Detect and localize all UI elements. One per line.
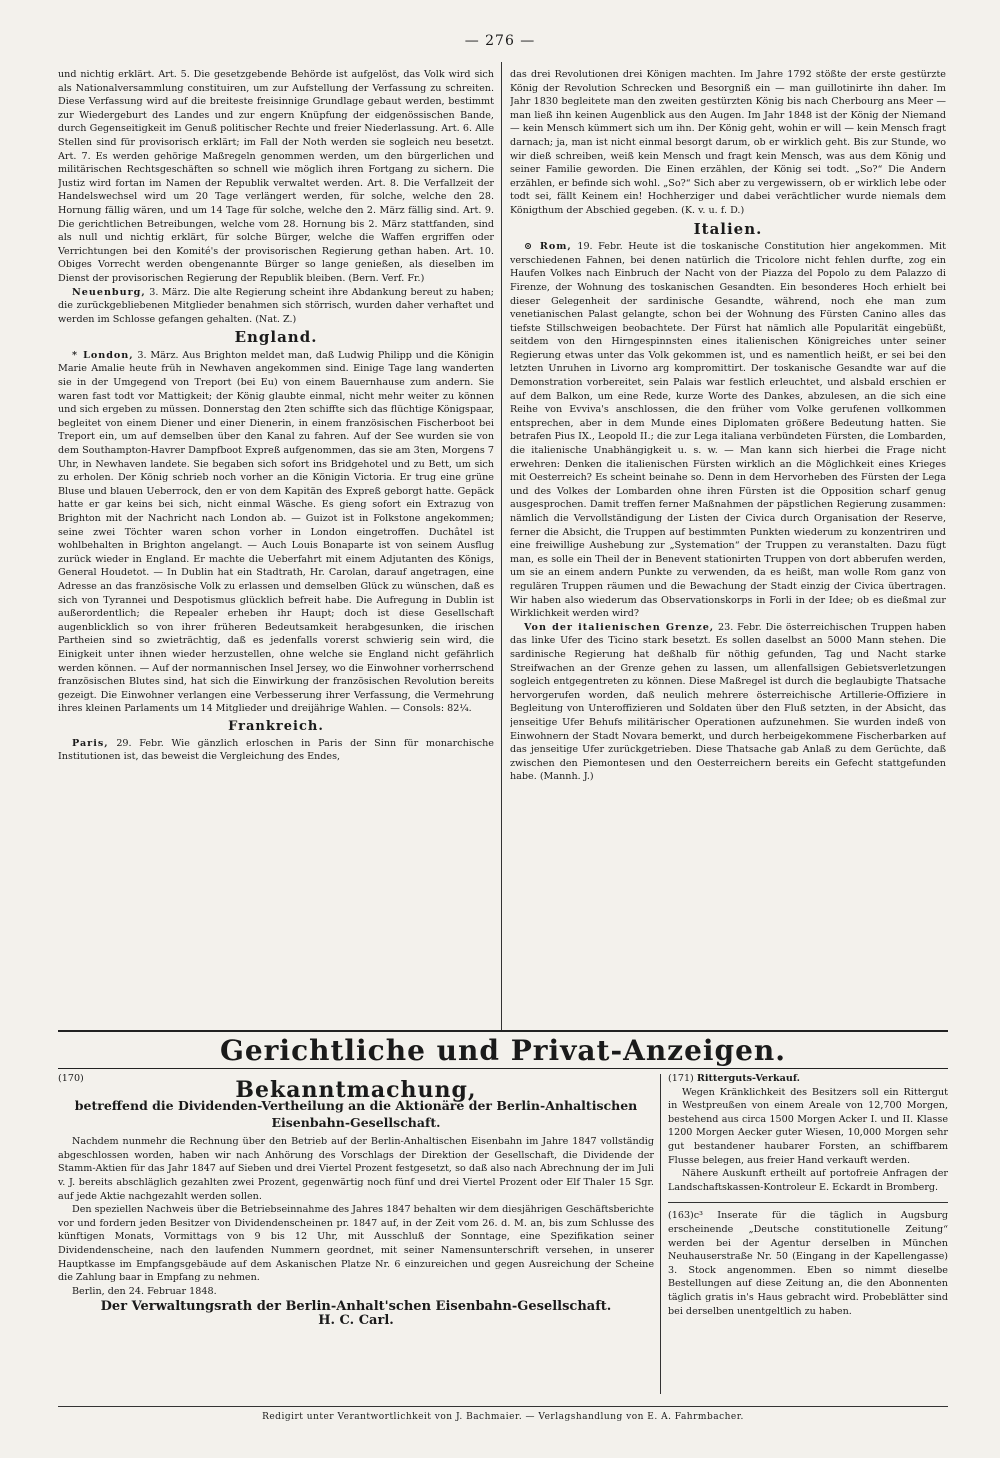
ad-number: (171) (668, 1073, 694, 1084)
ad-divider (668, 1202, 948, 1203)
article-text: 19. Febr. Heute ist die toskanische Constitution hier angekommen. Mit verschiedenen Fahnen, bei denen natürlich die Tricolore nicht fehlen durfte, zog ein Haufen Volkes nach Einbruch der Nacht von der Piazza del Popolo zu dem Palazzo di Firenze, der Wohnung des toskanischen Gesandten. Ein besonderes Hoch erhielt bei dieser Gelegenheit der sardinische Gesandte, während, noch ehe man zum venetianischen Palast gelangte, schon bei der Wohnung des Fürsten Canino alles das tiefste Stillschweigen beobachtete. Der Fürst hat nämlich alle Popularität eingebüßt, seitdem von den Hirngespinnsten eines italienischen Königreiches unter seiner Regierung etwas unter das Volk gekommen ist, und es namentlich heißt, er sei bei den letzten Unruhen in Livorno arg kompromittirt. Der toskanische Gesandte war auf die Demonstration vorbereitet, sein Palais war festlich erleuchtet, und alsbald erschien er auf dem Balkon, um eine Rede, kurze Worte des Dankes, abzulesen, an die sich eine Reihe von Evviva's anschlossen, die den früher vom Volke gerufenen vollkommen entsprechen, aber in dem Munde eines Diplomaten größere Bedeutung hatten. Sie betrafen Pius IX., Leopold II.; die zur Lega italiana verbündeten Fürsten, die Lombarden, die italienische Unabhängigkeit u. s. w. — Man kann sich hierbei die Frage nicht erwehren: Denken die italienischen Fürsten wirklich an die Möglichkeit eines Krieges mit Oesterreich? Es scheint beinahe so. Denn in dem Hervorheben des Fürsten der Lega und des Volkes der Lombarden ohne ihren Fürsten ist die Opposition scharf genug ausgesprochen. Damit treffen ferner Maßnahmen der päpstlichen Regierung zusammen: nämlich die Vervollständigung der Listen der Civica durch Organisation der Reserve, ferner die Absicht, die Truppen auf bestimmten Punkten wiederum zu konzentriren und eine freiwillige Aushebung zur „Systemation“ der Truppen zu veranstalten. Dazu fügt man, es solle ein Theil der in Benevent stationirten Truppen von dort abberufen werden, um sie an einem andern Punkte zu verwenden, da es heißt, man wolle Rom ganz von regulären Truppen räumen und die Bewachung der Stadt einzig der Civica übertragen. Wir haben also wiederum das Observationskorps in Forli in der Idee; ob es dießmal zur Wirklichkeit werden wird? (510, 241, 946, 620)
section-divider (58, 1030, 948, 1032)
column-divider (501, 62, 502, 1030)
dateline-place: * London, (72, 349, 134, 361)
article-bern-continuation: und nichtig erklärt. Art. 5. Die gesetzgebende Behörde ist aufgelöst, das Volk wird sich als Nationalversammlung constituiren, um zur Aufstellung der Verfassung zu schreiten. Diese Verfassung wird auf die breiteste freisinnige Grundlage gebaut werden, bestimmt zur Wiedergeburt des Landes und zur engern Knüpfung der eidgenössischen Bande, durch Gegenseitigkeit im Genuß politischer Rechte und freier Niederlassung. Art. 6. Alle Stellen sind für provisorisch erklärt; im Fall der Noth werden sie sogleich neu besetzt. Art. 7. Es werden gehörige Maßregeln genommen werden, um den bürgerlichen und militärischen Rechtsgeschäften so schnell wie möglich ihren Fortgang zu sichern. Die Justiz wird fortan im Namen der Republik verwaltet werden. Art. 8. Die Verfallzeit der Handelswechsel wird um 20 Tage verlängert werden, für solche, welche den 28. Hornung fällig wären, und um 14 Tage für solche, welche den 2. März fällig sind. Art. 9. Die gerichtlichen Betreibungen, welche vom 28. Hornung bis 2. März stattfanden, sind als null und nichtig erklärt, für solche Bürger, welche die Waffen ergriffen oder Verrichtungen bei den Komité's der provisorischen Regierung gethan haben. Art. 10. Obiges Vorrecht werden obengenannte Bürger so lange genießen, als dieselben im Dienst der provisorischen Regierung der Republik bleiben. (Bern. Verf. Fr.) (58, 69, 494, 284)
ad-signer: H. C. Carl. (318, 1312, 394, 1328)
ads-right-column (668, 1072, 948, 1392)
ad-paragraph: Nähere Auskunft ertheilt auf portofreie Anfragen der Landschaftskassen-Kontroleur E. Eckardt in Bromberg. (668, 1168, 948, 1193)
ad-170 (58, 1072, 654, 1392)
ad-paragraph: Nachdem nunmehr die Rechnung über den Betrieb auf der Berlin-Anhaltischen Eisenbahn im Jahre 1847 vollständig abgeschlossen worden, haben wir nach Anhörung des Vorschlags der Direktion der Gesellschaft, die Dividende der Stamm-Aktien für das Jahr 1847 auf Sieben und drei Viertel Prozent festgesetzt, so daß also nach Abrechnung der im Juli v. J. bereits abschläglich gezahlten zwei Prozent, gegenwärtig noch fünf und drei Viertel Prozent oder Elf Thaler 15 Sgr. auf jede Aktie nachgezahlt werden sollen. (58, 1136, 654, 1202)
article-text: 3. März. Aus Brighton meldet man, daß Ludwig Philipp und die Königin Marie Amalie heute früh in Newhaven angekommen sind. Einige Tage lang wanderten sie in der Umgegend von Treport (bei Eu) von einem Bauernhause zum andern. Sie waren fast todt vor Mattigkeit; der König glaubte einmal, nicht mehr weiter zu können und sich ergeben zu müssen. Donnerstag den 2ten schiffte sich das flüchtige Königspaar, begleitet von einem Diener und einer Dienerin, in einem französischen Fischerboot bei Treport ein, um auf demselben über den Kanal zu fahren. Auf der See wurden sie von dem Southampton-Havrer Dampfboot Expreß aufgenommen, das sie am 3ten, Morgens 7 Uhr, in Newhaven landete. Sie begaben sich sofort ins Bridgehotel und zu Bett, um sich zu erholen. Der König schrieb noch vorher an die Königin Victoria. Er trug eine grüne Bluse und blauen Ueberrock, den er von dem Kapitän des Expreß geborgt hatte. Gepäck hatte er gar keins bei sich, nicht einmal Wäsche. Es gieng sofort ein Extrazug von Brighton mit der Nachricht nach London ab. — Guizot ist in Folkstone angekommen; seine zwei Töchter waren schon vorher in London eingetroffen. Duchâtel ist wohlbehalten in Brighton angelangt. — Auch Louis Bonaparte ist von seinem Ausflug zurück wieder in England. Er machte die Ueberfahrt mit einem Adjutanten des Königs, General Houdetot. — In Dublin hat ein Stadtrath, Hr. Carolan, darauf angetragen, eine Adresse an das französische Volk zu erlassen und demselben Glück zu wünschen, daß es sich von Tyrannei und Despotismus glücklich befreit habe. Die Aufregung in Dublin ist außerordentlich; die Repealer erheben ihr Haupt; doch ist diese Gesellschaft augenblicklich so von ihrer früheren Bedeutsamkeit herabgesunken, die irischen Partheien sind so zwieträchtig, daß es jedenfalls vorerst schwierig sein wird, die Einigkeit unter ihnen wieder herzustellen, ohne welche sie England nicht gefährlich werden können. — Auf der normannischen Insel Jersey, wo die Einwohner vorherrschend französischen Blutes sind, hat sich die Einwirkung der französischen Revolution bereits gezeigt. Die Einwohner verlangen eine Verbesserung ihrer Verfassung, die Vermehrung ihres kleinen Parlaments um 14 Mitglieder und dreijährige Wahlen. — Consols: 82¼. (58, 349, 494, 715)
ad-text: Inserate für die täglich in Augsburg erscheinende „Deutsche constitutionelle Zeitung“ werden bei der Agentur derselben in München Neuhauserstraße Nr. 50 (Eingang in der Kapellengasse) 3. Stock angenommen. Eben so nimmt dieselbe Bestellungen auf diese Zeitung an, die den Abonnenten täglich gratis in's Haus gebracht wird. Probeblätter sind bei derselben unentgeltlich zu haben. (668, 1210, 948, 1317)
ads-column-divider (660, 1074, 661, 1394)
ad-number: (170) (58, 1073, 84, 1084)
section-heading-frankreich: Frankreich. (228, 718, 324, 734)
ad-number: (163)c³ (668, 1210, 704, 1222)
left-column (58, 68, 494, 1028)
footer-rule (58, 1406, 948, 1407)
ad-signature: Der Verwaltungsrath der Berlin-Anhalt'schen Eisenbahn-Gesellschaft. (100, 1299, 612, 1315)
article-london (58, 349, 494, 716)
dateline-place: Paris, (72, 737, 109, 749)
right-column (510, 68, 946, 1028)
article-paris (58, 737, 494, 764)
article-text: 29. Febr. Wie gänzlich erloschen in Paris der Sinn für monarchische Institutionen ist, das beweist die Vergleichung des Endes, (58, 737, 494, 763)
ad-body (668, 1086, 948, 1195)
article-italian-border (510, 621, 946, 784)
ad-171 (668, 1072, 948, 1194)
ad-paragraph: Den speziellen Nachweis über die Betriebseinnahme des Jahres 1847 behalten wir dem diesjährigen Geschäftsberichte vor und fordern jeden Besitzer von Dividendenscheinen pr. 1847 auf, in der Zeit vom 26. d. M. an, bis zum Schlusse des künftigen Monats, Vormittags von 9 bis 12 Uhr, mit Ausschluß der Sonntage, eine Spezifikation seiner Dividendenscheine, nach den laufenden Nummern geordnet, mit seiner Namensunterschrift versehen, in unserer Hauptkasse im Empfangsgebäude auf dem Askanischen Platze Nr. 6 einzureichen und gegen Ausreichung der Scheine die Zahlung baar in Empfang zu nehmen. (58, 1204, 654, 1284)
article-rom (510, 240, 946, 621)
ad-paragraph: Wegen Kränklichkeit des Besitzers soll ein Rittergut in Westpreußen von einem Areale von 12,700 Morgen, bestehend aus circa 1500 Morgen Acker I. und II. Klasse 1200 Morgen Aecker guter Wiesen, 10,000 Morgen sehr gut bestandener haubarer Forsten, an schiffbarem Flusse belegen, aus freier Hand verkauft werden. (668, 1086, 948, 1166)
ad-title: Bekanntmachung, (235, 1076, 477, 1103)
ads-banner-heading: Gerichtliche und Privat-Anzeigen. (219, 1034, 787, 1067)
section-heading-italien: Italien. (693, 219, 763, 238)
ad-subtitle: betreffend die Dividenden-Vertheilung an die Aktionäre der Berlin-Anhaltischen Eisenbahn-Gesellschaft. (74, 1098, 638, 1131)
section-heading-england: England. (234, 328, 318, 347)
ad-paragraph (668, 1209, 948, 1318)
imprint-footer: Redigirt unter Verantwortlichkeit von J. Bachmaier. — Verlagshandlung von E. A. Fahrmbacher. (262, 1412, 744, 1422)
ad-body (58, 1135, 654, 1298)
dateline-place: ⊙ Rom, (524, 241, 572, 253)
banner-divider (58, 1068, 948, 1069)
article-text: 23. Febr. Die österreichischen Truppen haben das linke Ufer des Ticino stark besetzt. Es sollen daselbst an 5000 Mann stehen. Die sardinische Regierung hat deßhalb für nöthig gefunden, Tag und Nacht starke Streifwachen an der Grenze gehen zu lassen, um allenfallsigen Gebietsverletzungen sogleich entgegentreten zu können. Diese Maßregel ist durch die beglaubigte Thatsache hervorgerufen worden, daß neulich mehrere österreichische Artillerie-Offiziere in Begleitung von Unteroffizieren und Soldaten über den Fluß setzten, in der Absicht, das jenseitige Ufer Behufs militärischer Operationen aufzunehmen. Sie wurden indeß von Einwohnern der Stadt Novara bemerkt, und durch herbeigekommene Fischerbarken auf das jenseitige Ufer zurückgetrieben. Diese Thatsache gab Anlaß zu dem Gerüchte, daß zwischen den Piemontesen und den Oesterreichern bereits ein Gefecht stattgefunden habe. (Mannh. J.) (510, 621, 946, 783)
article-text: 3. März. Die alte Regierung scheint ihre Abdankung bereut zu haben; die zurückgebliebenen Mitglieder benahmen sich störrisch, wurden daher verhaftet und werden im Schlosse gefangen gehalten. (Nat. Z.) (58, 286, 494, 325)
ad-dateline: Berlin, den 24. Februar 1848. (72, 1285, 217, 1297)
dateline-place: Neuenburg, (72, 286, 146, 298)
article-paris-continuation: das drei Revolutionen drei Königen machten. Im Jahre 1792 stößte der erste gestürzte König der Revolution Schrecken und Besorgniß ein — man guillotinirte ihn daher. Im Jahr 1830 begleitete man den zweiten gestürzten König bis nach Cherbourg ans Meer — man ließ ihn keinen Augenblick aus den Augen. Im Jahr 1848 ist der König der Niemand — kein Mensch kümmert sich um ihn. Der König geht, wohin er will — kein Mensch fragt darnach; ja, man ist nicht einmal besorgt darum, ob er wirklich geht. Bis zur Stunde, wo wir dieß schreiben, weiß kein Mensch und fragt kein Mensch, was aus dem König und seiner Familie geworden. Die Einen erzählen, der König sei todt. „So?“ Die Andern erzählen, er befinde sich wohl. „So?“ Sich aber zu vergewissern, ob er wirklich lebe oder todt sei, fällt Keinem ein! Hochherziger und dabei verächtlicher wurde niemals dem Königthum der Abschied gegeben. (K. v. u. f. D.) (510, 69, 946, 216)
article-neuenburg (58, 286, 494, 327)
ad-title: Ritterguts-Verkauf. (696, 1073, 800, 1084)
ad-163 (668, 1209, 948, 1318)
page-number: — 276 — (464, 33, 536, 49)
dateline-place: Von der italienischen Grenze, (524, 621, 715, 633)
